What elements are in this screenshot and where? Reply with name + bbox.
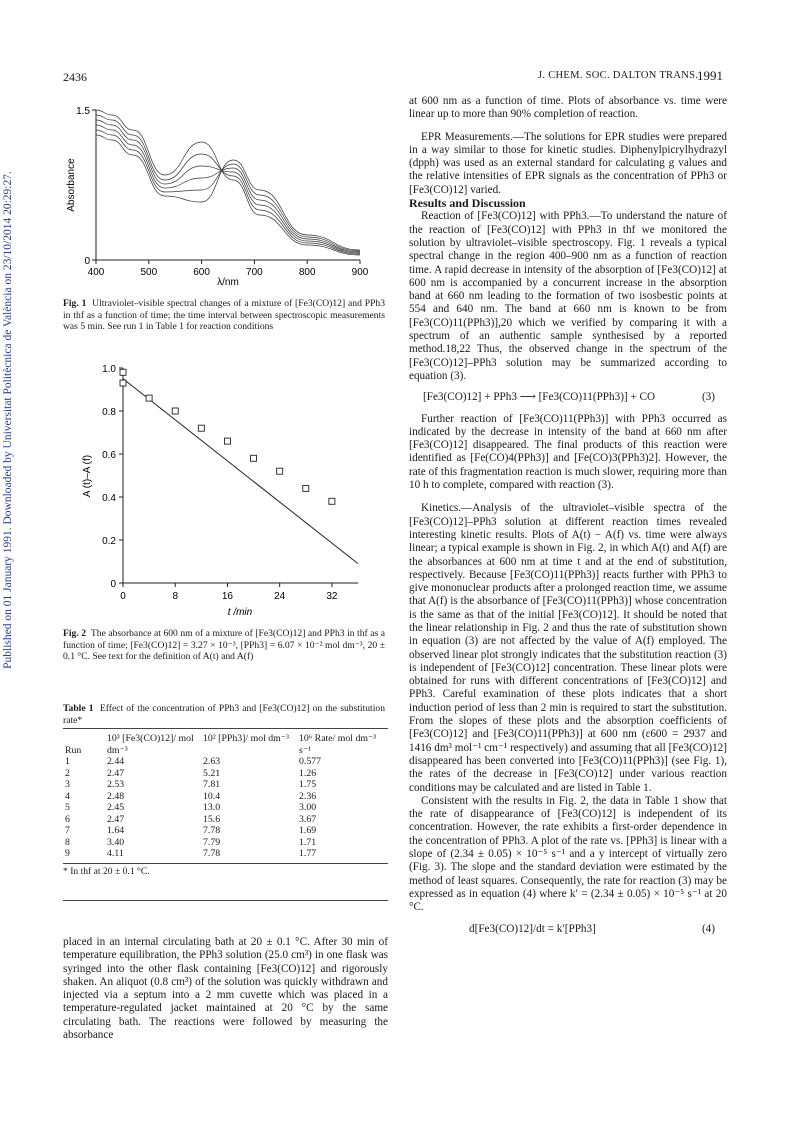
fig2-x-tick-label: 0	[120, 591, 126, 602]
fig2-data-point	[120, 380, 126, 386]
table-cell: 7.81	[203, 779, 221, 790]
fig1-caption	[63, 298, 385, 333]
fig1-x-tick-label: 400	[87, 267, 105, 278]
fig1-series-line	[96, 110, 360, 255]
journal-year: 1991	[697, 68, 723, 83]
equation-4	[409, 915, 727, 944]
fig1-x-tick-label: 700	[246, 267, 263, 278]
table-cell: 13.0	[203, 802, 221, 813]
table-cell: 5.21	[203, 767, 221, 779]
equation-number: (3)	[701, 391, 715, 404]
fig2-data-point	[146, 395, 152, 401]
fig2-data-point	[251, 455, 257, 461]
fig1-x-tick-label: 500	[140, 267, 158, 278]
table-cell: 2.48	[107, 790, 125, 802]
table-cell: 1.64	[107, 825, 125, 836]
fig2-data-point	[198, 425, 204, 431]
fig2-data-point	[172, 408, 178, 414]
table-header-row	[63, 733, 388, 756]
fig2-absorbance-chart	[68, 358, 368, 618]
table1-caption-text: Effect of the concentration of PPh3 and [Fe3(CO)12] on the substitution rate*	[63, 703, 385, 726]
table1-caption-label: Table 1	[63, 703, 94, 714]
table-cell: 2.36	[299, 790, 317, 802]
fig1-x-tick-label: 600	[193, 267, 210, 278]
page-number: 2436	[63, 70, 87, 84]
equation-text: [Fe3(CO)12] + PPh3 ⟶ [Fe3(CO)11(PPh3)] + CO	[423, 391, 656, 404]
table-cell: 2.53	[107, 779, 125, 790]
fig2-caption	[63, 628, 385, 663]
equation-number: (4)	[701, 922, 715, 935]
right-column	[409, 95, 727, 944]
fig2-data-point	[277, 468, 283, 474]
paragraph: Further reaction of [Fe3(CO)11(PPh3)] with PPh3 occurred as indicated by the decrease in intensity of the band at 660 nm after [Fe3(CO)12] disappeared. The final products of this reaction were identified as [Fe(CO)4(PPh3)] and [Fe(CO)3(PPh3)2]. However, the rate of this fragmentation reaction is much slower, requiring more than 10 h to complete, compared with reaction (3).	[409, 412, 727, 492]
paragraph-epr: EPR Measurements.—The solutions for EPR studies were prepared in a way similar to those for kinetic studies. Diphenylpicrylhydrazyl (dpph) was used as an external standard for calculating g values and the relative intensities of EPR signals as the concentration of PPh3 or [Fe3(CO)12] varied.	[409, 130, 727, 196]
table-cell: 2.45	[107, 802, 125, 813]
paragraph: Reaction of [Fe3(CO)12] with PPh3.—To understand the nature of the reaction of [Fe3(CO)12] with PPh3 in thf we monitored the solution by ultraviolet–visible spectroscopy. Fig. 1 reveals a typical spectral change in the region 400–900 nm as a function of reaction time. A rapid decrease in intensity of the absorption of [Fe3(CO)12] at 600 nm is accompanied by a concurrent increase in the absorption band at 660 nm leading to the formation of two isosbestic points at 554 and 640 nm. The band at 660 nm is known to be from [Fe3(CO)11(PPh3)],20 which we verified by comparing it with a spectrum of an authentic sample synthesised by a reported method.18,22 Thus, the observed change in the spectrum of the [Fe3(CO)12]–PPh3 solution may be summarized according to equation (3).	[409, 210, 727, 382]
section-heading: Results and Discussion	[409, 196, 526, 211]
fig2-x-tick-label: 8	[172, 591, 179, 602]
table-cell: 3.67	[299, 813, 317, 825]
table-cell: 7.78	[203, 825, 221, 836]
table-cell: 7.79	[203, 836, 221, 848]
table1-footnote: * In thf at 20 ± 0.1 °C.	[63, 865, 150, 877]
paragraph-kinetics: Kinetics.—Analysis of the ultraviolet–visible spectra of the [Fe3(CO)12]–PPh3 solution at different reaction times revealed interesting kinetic results. Plots of A(t) − A(f) vs. time were always linear; a typical example is shown in Fig. 2, in which A(t) and A(f) are the absorbances at 600 nm at time t and at the end of substitution, respectively. Because [Fe3(CO)11(PPh3)] reacts further with PPh3 to give mononuclear products after a prolonged reaction time, we assume that A(f) is the absorbance of [Fe3(CO)11(PPh3)] whose concentration is the same as that of the initial [Fe3(CO)12]. It should be noted that the linear relationship in Fig. 2 and thus the rate of substitution shown in equation (3) are not affected by the value of A(f) employed. The observed linear plot strongly indicates that the substitution reaction (3) is independent of [Fe3(CO)12] concentration. These linear plots were obtained for runs with different concentrations of [Fe3(CO)12] and PPh3. Careful examination of these plots indicates that a short induction period of less than 2 min is required to start the substitution. From the slopes of these plots and the absorption coefficients of [Fe3(CO)12] and [Fe3(CO)11(PPh3)] at 600 nm (ε600 = 2937 and 1416 dm³ mol⁻¹ cm⁻¹ respectively) and assuming that all [Fe3(CO)12] disappeared has been converted into [Fe3(CO)11(PPh3)] (see Fig. 1), the rates of the decrease in [Fe3(CO)12] under various reaction conditions may be calculated and are listed in Table 1.	[409, 502, 727, 794]
fig1-xlabel: λ/nm	[217, 277, 239, 288]
table-cell: 5	[65, 802, 70, 813]
fig1-series-line	[96, 115, 360, 254]
fig2-data-point	[224, 438, 230, 444]
journal-name: J. CHEM. SOC. DALTON TRANS.	[538, 70, 699, 81]
table-row	[63, 768, 388, 780]
fig2-x-tick-label: 16	[221, 591, 234, 602]
table-cell: 2.44	[107, 756, 125, 767]
table1	[63, 728, 388, 877]
table-cell: 1.77	[299, 848, 317, 859]
table-row	[63, 756, 388, 768]
fig2-y-tick-label: 0.4	[102, 493, 116, 504]
table1-caption	[63, 703, 385, 726]
table-cell: 9	[65, 848, 70, 859]
table-cell: 8	[65, 836, 70, 848]
table-row	[63, 848, 388, 860]
fig1-series-line	[96, 130, 360, 251]
table-cell: 4	[65, 790, 70, 802]
fig2-x-tick-label: 32	[326, 591, 338, 602]
fig2-caption-label: Fig. 2	[63, 628, 87, 639]
download-note: Published on 01 January 1991. Downloaded by Universitat Politècnica de València on 23/10/2014 20:29:27.	[2, 171, 14, 669]
paragraph: Consistent with the results in Fig. 2, the data in Table 1 show that the rate of disappearance of [Fe3(CO)12] is independent of its concentration. However, the rate exhibits a first-order dependence in the concentration of PPh3. A plot of the rate vs. [PPh3] is linear with a slope of (2.34 ± 0.05) × 10⁻⁵ s⁻¹ and a y intercept of virtually zero (Fig. 3). The slope and the standard deviation were estimated by the method of least squares. Consequently, the rate for reaction (3) may be expressed as in equation (4) where k′ = (2.34 ± 0.05) × 10⁻⁵ s⁻¹ at 20 °C.	[409, 794, 727, 914]
fig2-fit-line	[123, 379, 358, 564]
divider	[63, 900, 388, 901]
fig2-data-point	[329, 498, 335, 504]
table-cell: 7	[65, 825, 70, 836]
fig2-xlabel: t /min	[227, 607, 253, 618]
table-header-cell: Run	[65, 744, 82, 756]
table-cell: 1.71	[299, 836, 317, 848]
fig2-y-tick-label: 0	[110, 579, 116, 590]
table-cell: 15.6	[203, 813, 221, 825]
equation-text: d[Fe3(CO)12]/dt = k′[PPh3]	[469, 922, 596, 935]
table-row	[63, 814, 388, 826]
table-cell: 1.69	[299, 825, 317, 836]
table-cell: 0.577	[299, 756, 322, 767]
fig1-y-tick-label: 0	[84, 256, 90, 267]
table-cell: 10.4	[203, 790, 221, 802]
table-cell: 1.75	[299, 779, 317, 790]
fig1-caption-label: Fig. 1	[63, 298, 87, 309]
table-cell: 2.47	[107, 813, 125, 825]
paragraph: placed in an internal circulating bath at 20 ± 0.1 °C. After 30 min of temperature equilibration, the PPh3 solution (25.0 cm³) in one flask was syringed into the other flask containing [Fe3(CO)12] and rigorously shaken. An aliquot (0.8 cm³) of the solution was quickly withdrawn and injected via a septum into a 2 mm cuvette which was placed in a temperature-regulated jacket maintained at 20 °C by the same circulating bath. The reactions were followed by measuring the absorbance	[63, 936, 388, 1042]
fig1-x-tick-label: 900	[351, 267, 369, 278]
fig2-caption-text: The absorbance at 600 nm of a mixture of [Fe3(CO)12] and PPh3 in thf as a function of time; [Fe3(CO)12] = 3.27 × 10⁻³, [PPh3] = 6.07 × 10⁻² mol dm⁻³, 20 ± 0.1 °C. See text for the definition of A(t) and A(f)	[63, 628, 386, 662]
fig1-caption-text: Ultraviolet–visible spectral changes of a mixture of [Fe3(CO)12] and PPh3 in thf as a function of time; the time interval between spectroscopic measurements was 5 min. See run 1 in Table 1 for reaction conditions	[63, 298, 386, 332]
fig2-data-point	[120, 369, 126, 375]
fig2-y-tick-label: 0.6	[102, 450, 116, 461]
table-cell: 3	[65, 779, 70, 790]
table-cell: 2	[65, 767, 70, 779]
table-row	[63, 791, 388, 803]
fig1-series-line	[96, 125, 360, 252]
table-cell: 6	[65, 813, 70, 825]
fig2-y-tick-label: 0.2	[102, 536, 116, 547]
table-cell: 2.47	[107, 767, 125, 779]
fig2-data-point	[303, 485, 309, 491]
equation-3	[409, 383, 727, 412]
table-cell: 3.40	[107, 836, 125, 848]
table-header-cell: 10² [PPh3]/ mol dm⁻³	[203, 733, 289, 744]
table-cell: 4.11	[107, 848, 124, 859]
fig1-y-tick-label: 1.5	[76, 106, 90, 117]
table-cell: 1.26	[299, 767, 317, 779]
table-row	[63, 779, 388, 791]
table-header-cell: 10⁶ Rate/ mol dm⁻³ s⁻¹	[299, 733, 377, 756]
table-cell: 3.00	[299, 802, 317, 813]
table-row	[63, 825, 388, 837]
table-cell: 2.63	[203, 756, 221, 767]
left-body-text	[63, 936, 388, 1042]
table-row	[63, 837, 388, 849]
fig2-y-tick-label: 0.8	[102, 407, 116, 418]
fig2-ylabel: A (t)–A (f)	[82, 454, 93, 498]
paragraph: at 600 nm as a function of time. Plots of absorbance vs. time were linear up to more than 90% completion of reaction.	[409, 95, 727, 121]
fig1-spectrum-chart	[60, 95, 390, 295]
table-cell: 7.78	[203, 848, 221, 859]
table-header-cell: 10³ [Fe3(CO)12]/ mol dm⁻³	[107, 733, 194, 756]
fig1-ylabel: Absorbance	[66, 158, 77, 212]
fig1-series-line	[96, 135, 360, 250]
fig1-series-line	[96, 120, 360, 253]
table-row	[63, 802, 388, 814]
fig1-x-tick-label: 800	[298, 267, 316, 278]
fig2-x-tick-label: 24	[274, 591, 286, 602]
table-cell: 1	[65, 756, 70, 767]
fig2-y-tick-label: 1.0	[102, 364, 116, 375]
